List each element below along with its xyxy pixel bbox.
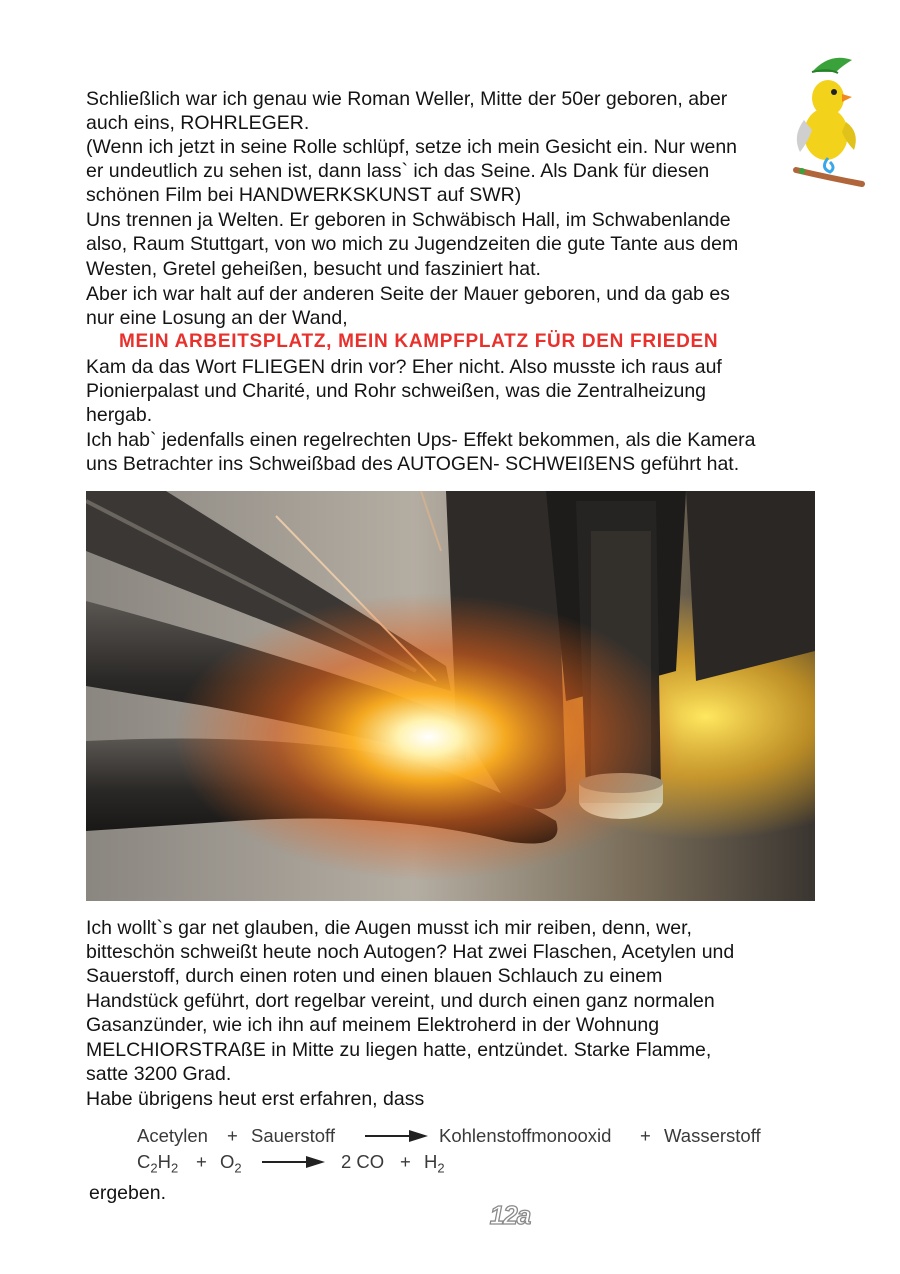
text-line: (Wenn ich jetzt in seine Rolle schlüpf, setze ich mein Gesicht ein. Nur wenn [86, 136, 738, 158]
text-line: Schließlich war ich genau wie Roman Weller, Mitte der 50er geboren, aber [86, 88, 728, 110]
text-line: auch eins, ROHRLEGER. [86, 112, 310, 134]
text-line: uns Betrachter ins Schweißbad des AUTOGEN- SCHWEIßENS geführt hat. [86, 453, 740, 475]
text-line: Sauerstoff, durch einen roten und einen blauen Schlauch zu einem [86, 965, 663, 987]
equation-plus: + [640, 1125, 651, 1146]
text-line: Habe übrigens heut erst erfahren, dass [86, 1088, 425, 1110]
equation-product: Kohlenstoffmonooxid [439, 1125, 612, 1146]
formula-plus: + [196, 1151, 207, 1172]
bird-mascot-icon [790, 50, 870, 190]
slogan-heading: MEIN ARBEITSPLATZ, MEIN KAMPFPLATZ FÜR DEN FRIEDEN [119, 331, 719, 352]
text-line: Kam da das Wort FLIEGEN drin vor? Eher nicht. Also musste ich raus auf [86, 356, 722, 378]
closing-text: ergeben. [89, 1182, 166, 1204]
text-line: satte 3200 Grad. [86, 1063, 232, 1085]
formula-product: 2 CO [341, 1151, 385, 1172]
welding-photo [86, 491, 815, 901]
equation-plus: + [227, 1125, 238, 1146]
text-line: MELCHIORSTRAßE in Mitte zu liegen hatte, entzündet. Starke Flamme, [86, 1039, 712, 1061]
text-line: Uns trennen ja Welten. Er geboren in Schwäbisch Hall, im Schwabenlande [86, 209, 731, 231]
text-line: schönen Film bei HANDWERKSKUNST auf SWR) [86, 184, 522, 206]
text-line: Westen, Gretel geheißen, besucht und fasziniert hat. [86, 258, 541, 280]
text-line: bitteschön schweißt heute noch Autogen? Hat zwei Flaschen, Acetylen und [86, 941, 735, 963]
equation-reactant: Acetylen [137, 1125, 208, 1146]
formula-plus: + [400, 1151, 411, 1172]
reaction-arrow-icon [262, 1154, 326, 1170]
text-line: Ich hab` jedenfalls einen regelrechten Ups- Effekt bekommen, als die Kamera [86, 429, 756, 451]
text-line: hergab. [86, 404, 153, 426]
reaction-arrow-icon [365, 1128, 429, 1144]
equation-reactant: Sauerstoff [251, 1125, 335, 1146]
text-line: Pionierpalast und Charité, und Rohr schweißen, was die Zentralheizung [86, 380, 707, 402]
text-line: also, Raum Stuttgart, von wo mich zu Jugendzeiten die gute Tante aus dem [86, 233, 739, 255]
text-line: Aber ich war halt auf der anderen Seite der Mauer geboren, und da gab es [86, 283, 730, 305]
page-number: 12a [489, 1200, 531, 1230]
equation-product: Wasserstoff [664, 1125, 761, 1146]
text-line: Gasanzünder, wie ich ihn auf meinem Elektroherd in der Wohnung [86, 1014, 660, 1036]
text-line: Handstück geführt, dort regelbar vereint, und durch einen ganz normalen [86, 990, 715, 1012]
text-line: Ich wollt`s gar net glauben, die Augen musst ich mir reiben, denn, wer, [86, 917, 692, 939]
formula-reactant: $O_2$ [220, 1151, 242, 1176]
text-line: er undeutlich zu sehen ist, dann lass` ich das Seine. Als Dank für diesen [86, 160, 710, 182]
formula-reactant: $C_2H_2$ [137, 1151, 179, 1176]
formula-product: $H_2$ [424, 1151, 445, 1176]
text-line: nur eine Losung an der Wand, [86, 307, 348, 329]
